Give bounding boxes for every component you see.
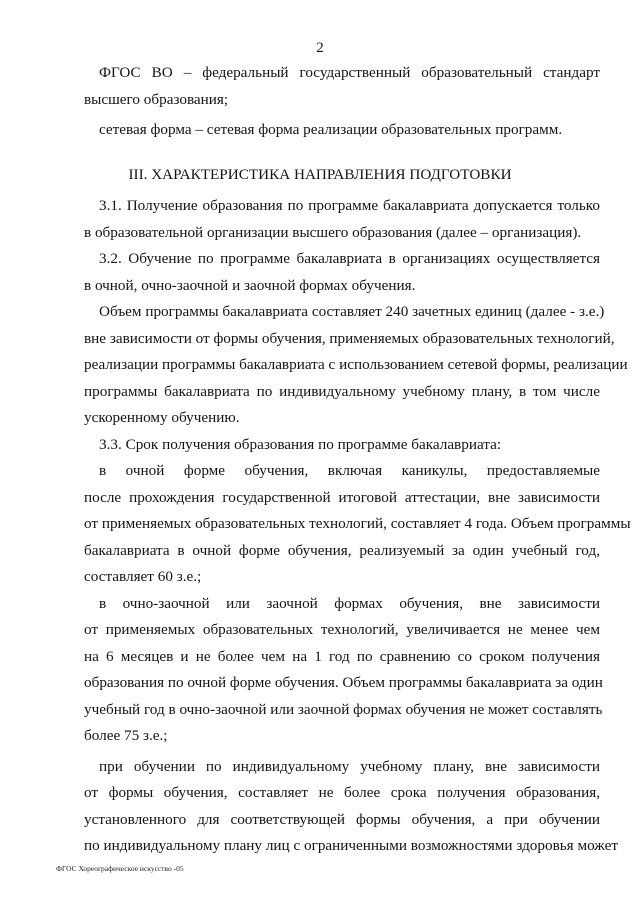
paragraph-line: учебный год в очно-заочной или заочной формах обучения не может составлять: [84, 700, 603, 718]
paragraph-line: при обучении по индивидуальному учебному плану, вне зависимости: [99, 757, 600, 775]
paragraph-line: ускоренному обучению.: [84, 409, 240, 426]
paragraph-line: высшего образования;: [84, 90, 229, 108]
paragraph-line: на 6 месяцев и не более чем на 1 год по сравнению со сроком получения: [84, 647, 600, 665]
paragraph-line: образования по очной форме обучения. Объем программы бакалавриата за один: [84, 674, 603, 691]
section-body: [84, 193, 631, 860]
paragraph-line: в образовательной организации высшего образования (далее – организация).: [84, 223, 582, 241]
paragraph-line: ФГОС ВО – федеральный государственный образовательный стандарт: [99, 64, 600, 81]
paragraph-line: в очной, очно-заочной и заочной формах обучения.: [84, 276, 416, 294]
paragraph-line: по индивидуальному плану лиц с ограниченными возможностями здоровья может: [84, 837, 618, 854]
paragraph-line: вне зависимости от формы обучения, применяемых образовательных технологий,: [84, 329, 615, 347]
paragraph-line: 3.2. Обучение по программе бакалавриата в организациях осуществляется: [99, 250, 600, 267]
paragraph-line: более 75 з.е.;: [84, 727, 168, 744]
paragraph-line: Объем программы бакалавриата составляет 240 зачетных единиц (далее - з.е.): [99, 303, 605, 320]
paragraph-line: после прохождения государственной итоговой аттестации, вне зависимости: [84, 488, 600, 506]
page-number: 2: [316, 40, 324, 56]
paragraph-line: от применяемых образовательных технологий, увеличивается не менее чем: [84, 621, 600, 638]
paragraph-line: программы бакалавриата по индивидуальному учебному плану, в том числе: [84, 382, 600, 400]
paragraph-line: в очной форме обучения, включая каникулы, предоставляемые: [99, 462, 600, 479]
paragraph-line: составляет 60 з.е.;: [84, 568, 202, 585]
paragraph-line: в очно-заочной или заочной формах обучения, вне зависимости: [99, 594, 600, 612]
paragraph-line: от применяемых образовательных технологий, составляет 4 года. Объем программы: [84, 515, 631, 532]
paragraph-line: бакалавриата в очной форме обучения, реализуемый за один учебный год,: [84, 541, 600, 559]
section-heading: III. ХАРАКТЕРИСТИКА НАПРАВЛЕНИЯ ПОДГОТОВКИ: [128, 166, 512, 183]
paragraph-line: реализации программы бакалавриата с использованием сетевой формы, реализации: [84, 356, 628, 373]
paragraph-line: 3.3. Срок получения образования по программе бакалавриата:: [99, 435, 502, 453]
paragraph-line: сетевая форма – сетевая форма реализации образовательных программ.: [99, 121, 563, 138]
paragraph-line: от формы обучения, составляет не более срока получения образования,: [84, 784, 600, 801]
paragraph-line: 3.1. Получение образования по программе бакалавриата допускается только: [99, 197, 600, 214]
definitions-block: [84, 60, 600, 144]
footer-note: ФГОС Хореографическое искусство -05: [56, 864, 184, 873]
paragraph-line: установленного для соответствующей формы обучения, а при обучении: [84, 810, 600, 828]
